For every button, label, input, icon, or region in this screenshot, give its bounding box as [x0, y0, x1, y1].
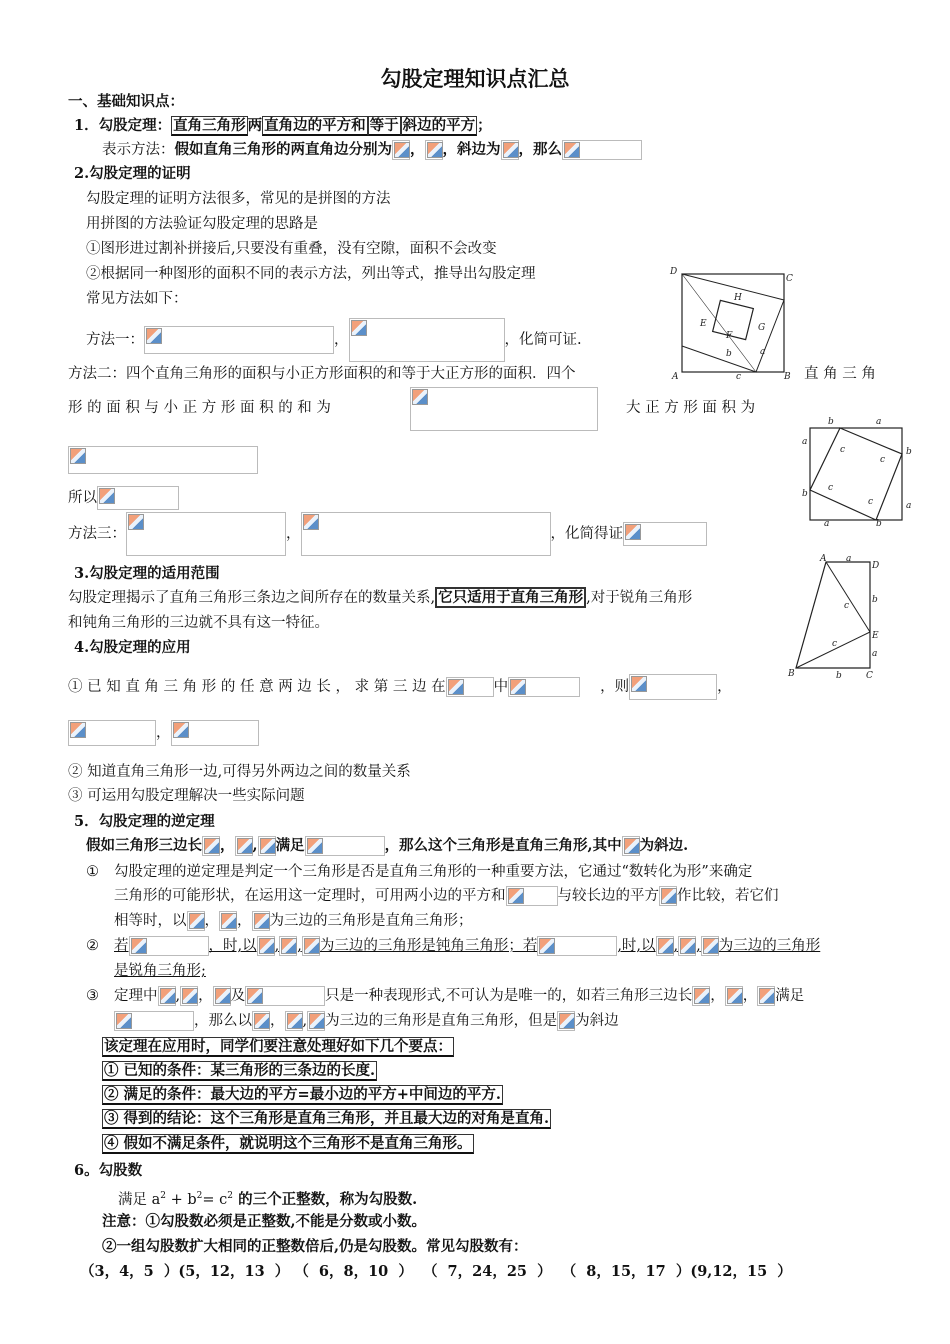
text: ，	[270, 1013, 285, 1029]
formula-image	[506, 886, 558, 906]
converse-point2-num: ②	[86, 938, 99, 954]
text: ，	[717, 679, 732, 695]
triple-definition	[118, 1186, 417, 1210]
text: 勾股定理揭示了直角三角形三条边之间所存在的数量关系,	[68, 590, 436, 606]
text: ,时,以	[617, 938, 656, 954]
text: ，	[156, 725, 171, 741]
text: ，那么这个三角形是直角三角形,其中	[384, 837, 622, 854]
formula-image	[68, 446, 258, 474]
text: ,	[297, 938, 302, 954]
boxed-text: 该定理在应用时，同学们要注意处理好如下几个要点：	[104, 1038, 452, 1055]
paragraph	[114, 886, 779, 906]
term-equals: 等于	[369, 117, 399, 134]
label-b: b	[726, 349, 732, 359]
paragraph	[114, 911, 473, 931]
text: ，那么	[518, 141, 562, 158]
label-c: c	[868, 497, 874, 507]
label-D: D	[872, 561, 880, 571]
text: ，那么以	[194, 1013, 252, 1029]
note-item-4	[102, 1134, 474, 1154]
text: 假如三角形三边长	[86, 837, 202, 854]
formula-image	[258, 836, 276, 856]
paragraph	[114, 1011, 619, 1031]
text: ,	[274, 938, 280, 954]
text: ,	[252, 837, 258, 854]
text: = c	[202, 1191, 228, 1208]
formula-image	[305, 836, 385, 856]
text: ,	[696, 938, 701, 954]
term-hypotenuse-square: 斜边的平方	[402, 117, 476, 134]
label-B: B	[784, 372, 791, 380]
converse-point3-num: ③	[86, 988, 99, 1004]
formula-image	[144, 326, 334, 354]
text: ，	[410, 141, 425, 158]
paragraph: 常见方法如下：	[86, 291, 188, 307]
text: ① 已 知 直 角 三 角 形 的 任 意 两 边 长 ， 求 第 三 边 在	[68, 679, 446, 695]
formula-image	[202, 836, 220, 856]
label-c: c	[844, 601, 850, 611]
text: 满足	[775, 988, 805, 1004]
text: + b	[166, 1191, 197, 1208]
formula-image	[158, 986, 176, 1006]
label-a: a	[872, 649, 878, 659]
text: 满足	[275, 837, 305, 854]
section-heading-basics: 一、基础知识点：	[68, 93, 184, 110]
label-a: a	[760, 347, 766, 357]
text: ，	[204, 913, 219, 929]
text: ，	[237, 913, 252, 929]
formula-image	[557, 1011, 575, 1031]
text: 定理中	[114, 988, 158, 1004]
formula-image	[257, 936, 275, 956]
text: ,	[302, 1013, 308, 1029]
formula-image	[252, 911, 270, 931]
formula-image	[623, 522, 707, 546]
label: 方法三：	[68, 526, 126, 542]
label-b: b	[828, 417, 834, 427]
formula-image	[307, 1011, 325, 1031]
label-c: c	[832, 639, 838, 649]
formula-image	[180, 986, 198, 1006]
label-a: a	[906, 501, 912, 511]
formula-image	[219, 911, 237, 931]
text: ；	[477, 117, 492, 134]
text: ，	[198, 988, 213, 1004]
triple-list: （3，4，5 ）(5，12，13 ） （ 6，8，10 ） （ 7，24，25 ） （ 8，15，17 ）(9,12，15 ）	[80, 1263, 792, 1280]
formula-image	[187, 911, 205, 931]
boxed-text: ④ 假如不满足条件，就说明这个三角形不是直角三角形。	[104, 1135, 472, 1152]
paragraph: 勾股定理的证明方法很多，常见的是拼图的方法	[86, 191, 391, 207]
superscript: 2	[227, 1191, 234, 1201]
method-two-line2: 形 的 面 积 与 小 正 方 形 面 积 的 和 为	[68, 400, 331, 416]
label-G: G	[758, 323, 766, 333]
item-number: 1．勾股定理：	[74, 117, 172, 134]
text: 若	[114, 938, 129, 954]
paragraph	[114, 986, 804, 1006]
formula-image	[501, 140, 519, 160]
text: ,	[175, 988, 181, 1004]
boxed-text: ② 满足的条件：最大边的平方=最小边的平方+中间边的平方.	[104, 1086, 501, 1103]
formula-image	[245, 986, 325, 1006]
paragraph: ③ 可运用勾股定理解决一些实际问题	[68, 788, 305, 804]
section-heading-application: 4.勾股定理的应用	[74, 639, 191, 656]
text: ，化简得证	[550, 526, 623, 542]
formula-image	[537, 936, 617, 956]
label-b: b	[872, 595, 878, 605]
note-heading	[102, 1037, 454, 1057]
formula-image	[410, 387, 598, 431]
section-heading-converse: 5．勾股定理的逆定理	[74, 813, 215, 830]
label-H: H	[734, 293, 742, 303]
formula-image	[757, 986, 775, 1006]
text: 假如直角三角形的两直角边分别为	[174, 141, 392, 158]
method-one	[86, 318, 582, 362]
formula-image	[725, 986, 743, 1006]
text: 相等时，以	[114, 913, 187, 929]
label-b: b	[802, 489, 808, 499]
so-line	[68, 486, 179, 510]
notation-line	[102, 140, 642, 160]
formula-image	[126, 512, 286, 556]
paragraph: 是锐角三角形;	[114, 963, 206, 979]
formula-image	[656, 936, 674, 956]
term-only-right-triangle: 它只适用于直角三角形	[435, 587, 586, 608]
label-c: c	[840, 445, 846, 455]
label: 所以	[68, 490, 97, 506]
text: 三角形的可能形状，在运用这一定理时，可用两小边的平方和	[114, 888, 506, 904]
text: 为三边的三角形是直角三角形，但是	[325, 1013, 558, 1029]
text: ,对于锐角三角形	[586, 590, 693, 606]
superscript: 2	[160, 1191, 166, 1201]
application-line1	[68, 674, 732, 700]
text: ，	[286, 526, 301, 542]
text: 的三个正整数，称为勾股数.	[233, 1190, 418, 1208]
paragraph: 和钝角三角形的三边就不具有这一特征。	[68, 615, 329, 631]
formula-image	[235, 836, 253, 856]
text: 只是一种表现形式,不可认为是唯一的，如若三角形三边长	[325, 988, 693, 1004]
formula-image	[629, 674, 717, 700]
label-a: a	[802, 437, 808, 447]
text: ，	[742, 988, 758, 1004]
formula-image	[692, 986, 710, 1006]
label-a: a	[876, 417, 882, 427]
label-E: E	[872, 631, 879, 641]
formula-image	[129, 936, 209, 956]
label: 方法一：	[86, 332, 144, 348]
formula-image	[213, 986, 231, 1006]
label-c: c	[880, 455, 886, 465]
page-title: 勾股定理知识点汇总	[380, 66, 570, 91]
boxed-text: ① 已知的条件：某三角形的三条边的长度.	[104, 1062, 376, 1079]
figure-square-proof-1	[668, 262, 796, 380]
text: 为斜边.	[639, 837, 689, 854]
formula-image	[678, 936, 696, 956]
application-line2	[68, 720, 259, 746]
boxed-text: ③ 得到的结论：这个三角形是直角三角形，并且最大边的对角是直角.	[104, 1110, 550, 1127]
formula-image	[701, 936, 719, 956]
label-a: a	[824, 519, 830, 528]
formula-image	[622, 836, 640, 856]
text: ,	[673, 938, 679, 954]
method-two-line2-end: 大 正 方 形 面 积 为	[626, 400, 756, 416]
label-A: A	[672, 372, 679, 380]
text: 为三边的三角形	[718, 938, 821, 954]
text: 为斜边	[575, 1013, 619, 1029]
formula-image	[302, 936, 320, 956]
section-heading-proof: 2.勾股定理的证明	[74, 165, 191, 182]
text: 为三边的三角形是钝角三角形；若	[319, 938, 538, 954]
text: 两	[247, 117, 263, 134]
label-b: b	[836, 671, 842, 680]
text: ，	[220, 837, 235, 854]
formula-image	[425, 140, 443, 160]
text: 与较长边的平方	[557, 888, 659, 904]
text: ，时,以	[208, 938, 257, 954]
term-leg-squares: 直角边的平方和	[264, 117, 366, 134]
text: ，则	[600, 679, 630, 695]
label-E: E	[700, 319, 707, 329]
label-a: a	[846, 554, 852, 564]
paragraph: 用拼图的方法验证勾股定理的思路是	[86, 216, 318, 232]
text: ，斜边为	[442, 141, 501, 158]
text: ，	[334, 332, 349, 348]
section-heading-triples: 6。勾股数	[74, 1162, 143, 1179]
label-c: c	[736, 372, 742, 380]
formula-image	[171, 720, 259, 746]
text: 中	[493, 679, 509, 695]
label-F: F	[726, 331, 733, 341]
formula-image	[392, 140, 410, 160]
formula-image	[301, 512, 551, 556]
label: 表示方法：	[102, 142, 175, 158]
pythagorean-theorem-line	[74, 116, 492, 136]
text: 作比较，若它们	[677, 888, 779, 904]
formula-image	[285, 1011, 303, 1031]
formula-image	[349, 318, 505, 362]
method-three	[68, 512, 707, 556]
paragraph: ①图形进过割补拼接后,只要没有重叠，没有空隙，面积不会改变	[86, 241, 497, 257]
formula-image	[279, 936, 297, 956]
superscript: 2	[196, 1191, 203, 1201]
label-C: C	[866, 671, 873, 680]
formula-image	[68, 720, 156, 746]
paragraph: ②根据同一种图形的面积不同的表示方法，列出等式，推导出勾股定理	[86, 266, 536, 282]
section-heading-scope: 3.勾股定理的适用范围	[74, 565, 220, 582]
formula-image	[562, 140, 642, 160]
text: 满足 a	[118, 1191, 161, 1208]
method-two-line1-end: 直 角 三 角	[804, 366, 876, 382]
figure-square-proof-2	[798, 414, 916, 528]
converse-statement	[86, 836, 688, 856]
converse-point1-num: ①	[86, 864, 99, 880]
text: ，	[710, 988, 725, 1004]
method-two-line1: 方法二：四个直角三角形的面积与小正方形面积的和等于大正方形的面积．四个	[68, 366, 576, 382]
triple-note-1: 注意：①勾股数必须是正整数,不能是分数或小数。	[102, 1213, 427, 1230]
paragraph	[68, 588, 692, 608]
text: 及	[230, 988, 246, 1004]
formula-image	[114, 1011, 194, 1031]
label-B: B	[788, 669, 795, 679]
formula-image	[659, 886, 677, 906]
triple-note-2: ②一组勾股数扩大相同的正整数倍后,仍是勾股数。常见勾股数有：	[102, 1238, 528, 1255]
text: ，化简可证.	[504, 332, 582, 348]
figure-trapezoid-proof	[786, 554, 882, 680]
note-item-3	[102, 1109, 551, 1129]
text: 为三边的三角形是直角三角形；	[269, 913, 473, 929]
label-b: b	[906, 447, 912, 457]
note-item-1	[102, 1061, 377, 1081]
paragraph	[114, 936, 820, 956]
formula-image	[446, 677, 494, 697]
label-c: c	[828, 483, 834, 493]
paragraph: 勾股定理的逆定理是判定一个三角形是否是直角三角形的一种重要方法，它通过“数转化为形”来确定	[114, 864, 753, 880]
note-item-2	[102, 1085, 503, 1105]
formula-image	[508, 677, 580, 697]
formula-image	[252, 1011, 270, 1031]
label-C: C	[786, 274, 793, 284]
paragraph: ② 知道直角三角形一边,可得另外两边之间的数量关系	[68, 764, 411, 780]
formula-image	[97, 486, 179, 510]
label-D: D	[670, 267, 678, 277]
label-A: A	[820, 554, 827, 564]
term-right-triangle: 直角三角形	[173, 117, 246, 134]
label-b: b	[876, 519, 882, 528]
